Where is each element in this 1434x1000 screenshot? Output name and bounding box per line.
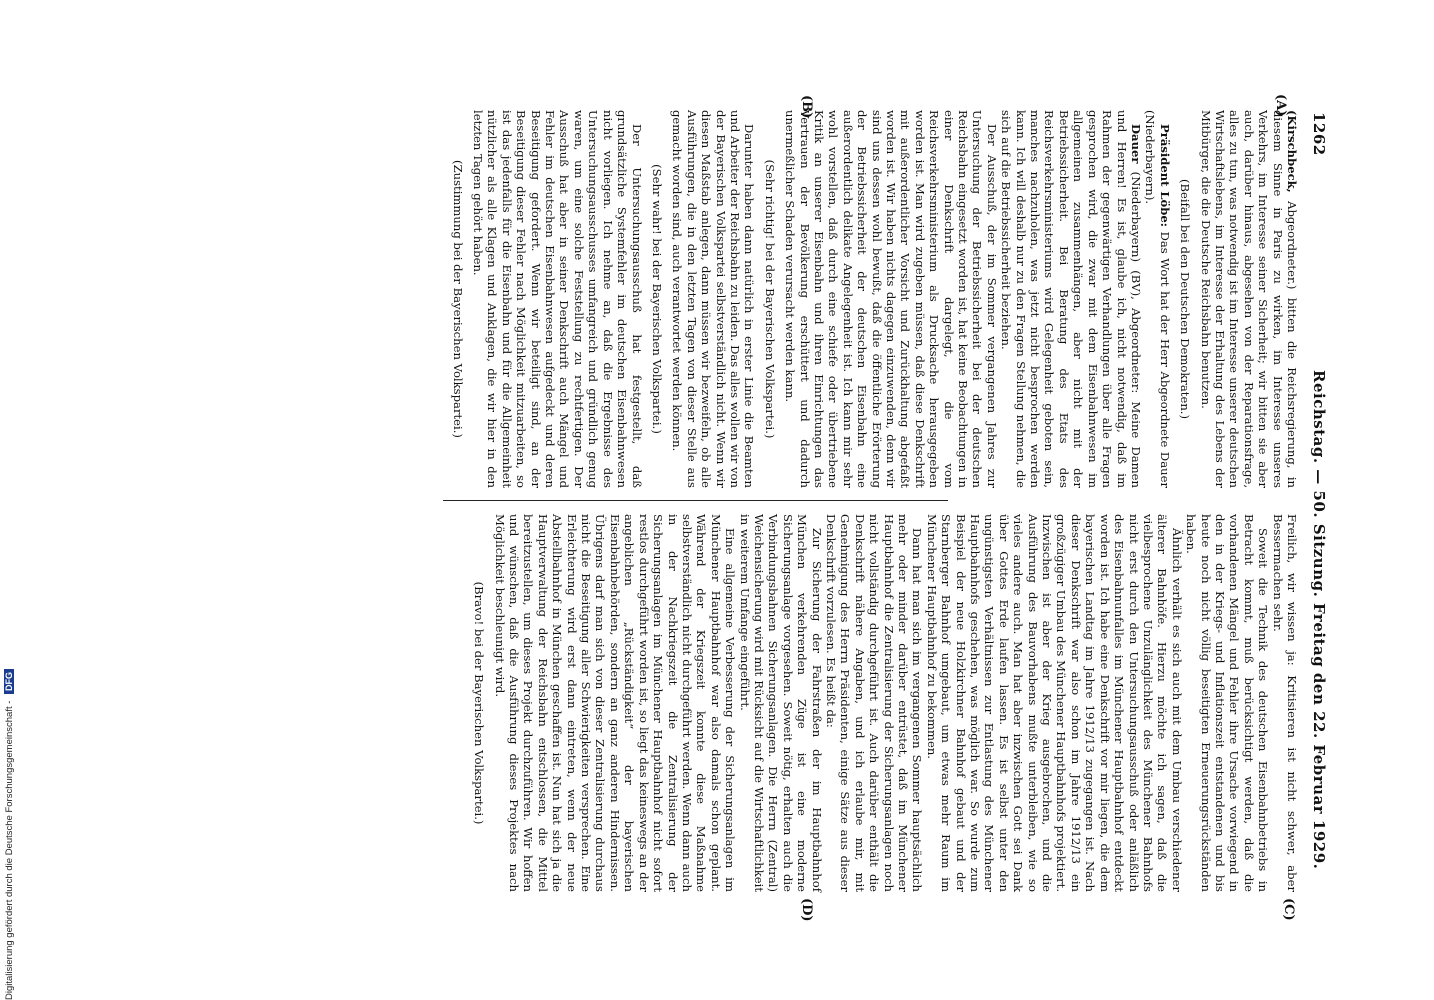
paragraph-text: (Niederbayern) (BV), Abgeordneter: Meine Damen und Herren! Es ist, glaube ich, nicht notwendig, daß im Rahmen der gegenwärtigen Verhandlungen über alle Fragen gesprochen wird, die zwar mit dem Eisenbahnwesen im allgemeinen zusammenhängen, aber nicht mit der Betriebssicherheit. Bei Beratung des Etats des Reichsverkehrsministeriums wird Gelegenheit geboten sein, manches nachzuholen, was jetzt nicht besprochen werden kann. Ich will deshalb nur zu den Fragen Stellung nehmen, die sich auf die Betriebssicherheit beziehen. (999, 110, 1143, 488)
paragraph: Dann hat man sich im vergangenen Sommer hauptsächlich mehr oder minder darüber entrüstet, daß im Münchener Hauptbahnhof die Zentralisierung der Sicherungsanlagen noch nicht vollständig durchgeführt ist. Auch darüber enthält die Denkschrift nähere Angaben, und ich erlaube mir, mit Genehmigung des Herrn Präsidenten, einige Sätze aus dieser Denkschrift vorzulesen. Es heißt da: (824, 514, 925, 892)
page-number: 1262 (1310, 112, 1328, 156)
right-column (466, 514, 1299, 892)
credit-text: Digitalisierung gefördert durch die Deutsche Forschungsgemeinschaft - (4, 700, 15, 1000)
left-column (444, 110, 1299, 488)
paragraph: Der Untersuchungsausschuß hat festgestellt, daß grundsätzliche Systemfehler im deutschen Eisenbahnwesen nicht vorliegen. Ich nehme an, daß die Ergebnisse des Untersuchungsausschusses umfangreich und gründlich genug waren, um eine solche Feststellung zu rechtfertigen. Der Ausschuß hat aber in seiner Denkschrift auch Mängel und Fehler im deutschen Eisenbahnwesen aufgedeckt und deren Beseitigung gefordert. Wenn wir beteiligt sind, an der Beseitigung dieser Fehler nach Möglichkeit mitzuarbeiten, so ist das jedenfalls für die Eisenbahn und für die Allgemeinheit nützlicher als alle Klagen und Anklagen, die wir hier in den letzten Tagen gehört haben. (471, 110, 644, 488)
speaker-name: Präsident Löbe: (1157, 124, 1172, 228)
column-divider (443, 500, 948, 501)
margin-letter-d: (D) (799, 898, 814, 922)
applause-note: (Zustimmung bei der Bayerischen Volkspartei.) (450, 160, 465, 438)
margin-letter-c: (C) (1281, 898, 1296, 921)
speaker-name: Dauer (1128, 124, 1143, 164)
applause-note: (Beifall bei den Deutschen Demokraten.) (1178, 178, 1193, 420)
paragraph (1198, 110, 1299, 488)
digitization-credit (4, 669, 15, 1000)
paragraph (1143, 110, 1172, 488)
margin-letter-b: (B) (799, 95, 814, 119)
paragraph: Soweit die Technik des deutschen Eisenbahnbetriebs in Betracht kommt, muß berücksichtigt werden, daß die vorhandenen Mängel und Fehler ihre Ursache vorwiegend in den in der Kriegs- und Inflationszeit entstandenen und bis heute noch nicht völlig beseitigten Erneuerungsrückständen haben. (1184, 514, 1271, 892)
paragraph (999, 110, 1143, 488)
applause-note: (Sehr richtig! bei der Bayerischen Volkspartei.) (762, 159, 777, 439)
page-title: Reichstag. — 50. Sitzung. Freitag den 22. Februar 1929. (1310, 370, 1328, 870)
quoted-paragraph: Zur Sicherung der Fahrstraßen der im Hauptbahnhof München verkehrenden Züge ist eine moderne Sicherungsanlage vorgesehen. Soweit nötig, erhalten auch die Verbindungsbahnen Sicherungsanlagen. Die Herrn (Zentral) Weichensicherung wird mit Rücksicht auf die Wirtschaftlichkeit in weiterem Umfange eingeführt. (737, 514, 824, 892)
paragraph: Der Ausschuß, der im Sommer vergangenen Jahres zur Untersuchung der Betriebssicherheit bei der deutschen Reichsbahn eingesetzt worden ist, hat keine Beobachtungen in einer Denkschrift dargelegt, die vom Reichsverkehrsministerium als Drucksache herausgegeben worden ist. Man wird zugeben müssen, daß diese Denkschrift mit außerordentlicher Vorsicht und Zurückhaltung abgefaßt worden ist. Wir haben nichts dagegen einzuwenden, denn wir sind uns dessen wohl bewußt, daß die öffentliche Erörterung der Betriebssicherheit der deutschen Eisenbahn eine außerordentlich delikate Angelegenheit ist. Ich kann mir sehr wohl vorstellen, daß durch eine schiefe oder übertriebene Kritik an unserer Eisenbahn und ihren Einrichtungen das Vertrauen der Bevölkerung erschüttert und dadurch unermeßlicher Schaden verursacht werden kann. (783, 110, 999, 488)
paragraph-text: Das Wort hat der Herr Abgeordnete Dauer (Niederbayern). (1143, 110, 1172, 488)
paragraph-text: bitten die Reichsregierung, in diesem Sinne in Paris zu wirken, im Interesse unseres Verkehrs, im Interesse seiner Sicherheit; wir bitten sie aber auch, darüber hinaus, abgesehen von der Reparationsfrage, alles zu tun, was notwendig ist im Interesse unserer deutschen Wirtschaftslebens, im Interesse der Erhaltung des Lebens der Mitbürger, die die Deutsche Reichsbahn benutzen. (1198, 110, 1299, 489)
margin-letter-a: (A) (1273, 94, 1288, 117)
paragraph: Eine allgemeine Verbesserung der Sicherungsanlagen im Münchener Hauptbahnhof war also damals schon geplant. Während der Kriegszeit konnte diese Maßnahme selbstverständlich nicht durchgeführt werden. Wenn dann auch in der Nachkriegszeit die Zentralisierung der Sicherungsanlagen im Münchener Hauptbahnhof nicht sofort restlos durchgeführt worden ist, so liegt das keineswegs an der angeblichen „Rückständigkeit“ der bayerischen Eisenbahnbehörden, sondern an ganz anderen Hindernissen. Übrigens darf man sich von dieser Zentralisierung durchaus nicht die Beseitigung aller Schwierigkeiten versprechen. Eine Erleichterung wird erst dann eintreten, wenn der neue Abstellbahnhof in München geschaffen ist. Nun hat sich ja die Hauptverwaltung der Reichsbahn entschlossen, die Mittel bereitzustellen, um dieses Projekt durchzuführen. Wir hoffen und wünschen, daß die Ausführung dieses Projektes nach Möglichkeit beschleunigt wird. (492, 514, 738, 892)
paragraph: Ähnlich verhält es sich auch mit dem Umbau verschiedener älterer Bahnhöfe. Hierzu möchte ich sagen, daß die vielbesprochene Unzulänglichkeit des Münchener Bahnhofs nicht erst durch den Untersuchungsausschuß oder anläßlich des Eisenbahnunfalles im Münchener Hauptbahnhof entdeckt worden ist. Ich habe eine Denkschrift vor mir liegen, die dem bayerischen Landtag im Jahre 1912/13 zugegangen ist. Nach dieser Denkschrift war also schon im Jahre 1912/13 ein großzügiger Umbau des Münchener Hauptbahnhofs projektiert. Inzwischen ist aber der Krieg ausgebrochen, und die Ausführung des Bauvorhabens mußte unterbleiben, wie so vieles andere auch. Man hat aber inzwischen Gott sei Dank über Gottes Erde laufen lassen. Es ist selbst unter den ungünstigsten Verhältnissen zur Entlastung des Münchener Hauptbahnhofs geschehen, was möglich war. So wurde zum Beispiel der neue Holzkirchner Bahnhof gebaut und der Starnberger Bahnhof umgebaut, um etwas mehr Raum im Münchener Hauptbahnhof zu bekommen. (924, 514, 1184, 893)
speaker-name: (Kirschbeck, (1285, 110, 1299, 193)
page-header (1300, 0, 1328, 1000)
paragraph: Freilich, wir wissen ja: Kritisieren ist nicht schwer, aber Bessermachen sehr. (1270, 514, 1299, 892)
speaker-role: Abgeordneter.) (1285, 201, 1299, 290)
dfg-logo-icon: DFG (4, 669, 14, 694)
paragraph: Darunter haben dann natürlich in erster Linie die Beamten und Arbeiter der Reichsbahn zu leiden. Das alles wollen wir von der Bayerischen Volkspartei selbstverständlich nicht. Wenn wir diesen Maßstab anlegen, dann müssen wir bezweifeln, ob alle Ausführungen, die in den letzten Tagen von dieser Stelle aus gemacht worden sind, auch verantwortet werden können. (670, 110, 757, 488)
applause-note: (Bravo! bei der Bayerischen Volkspartei.) (472, 581, 487, 825)
applause-note: (Sehr wahr! bei der Bayerischen Volkspartei.) (649, 164, 664, 434)
